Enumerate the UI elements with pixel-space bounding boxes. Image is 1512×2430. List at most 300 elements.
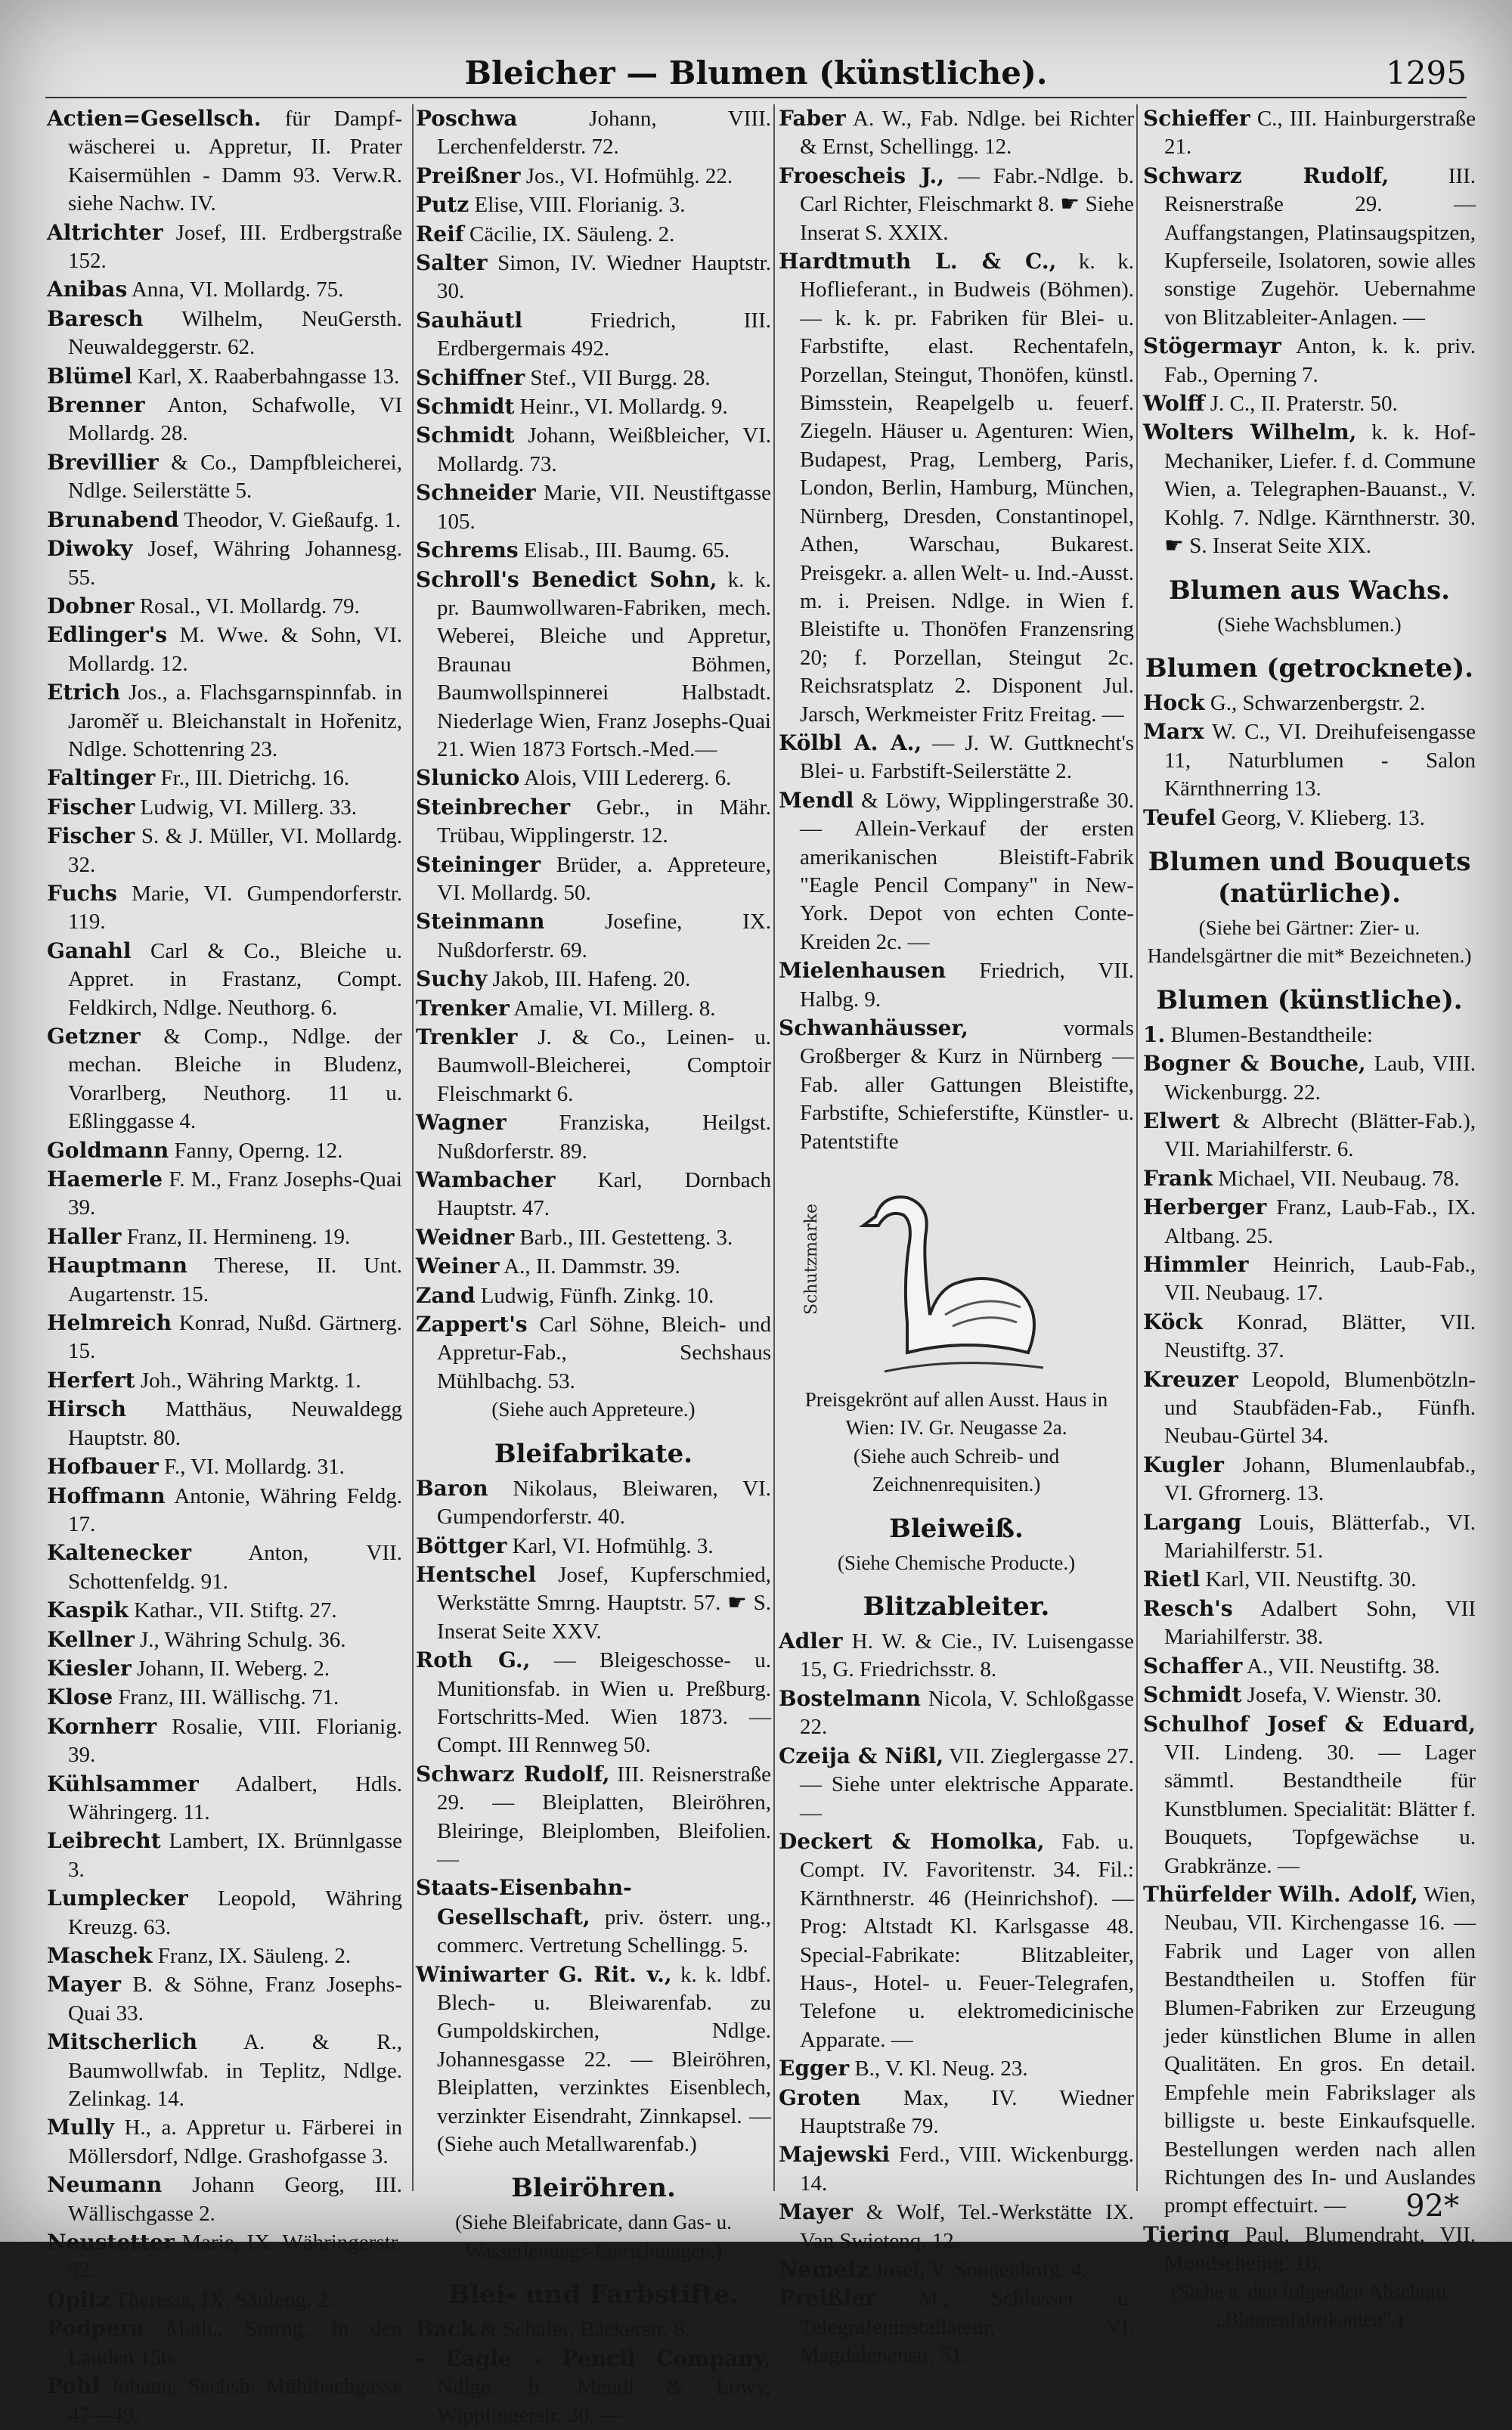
entry-details: vormals Großberger & Kurz in Nürnberg — Fab. aller Gattungen Bleistifte, Farbstifte, Schieferstifte, Künstler- u. Patentstifte: [800, 1016, 1134, 1154]
entry-name: Baresch: [47, 305, 144, 331]
directory-entry: [416, 1252, 771, 1281]
entry-details: C., III. Hainburgerstraße 21.: [1164, 107, 1476, 160]
directory-entry: [1143, 689, 1476, 718]
directory-entry: [779, 1014, 1134, 1156]
entry-name: Rietl: [1143, 1567, 1201, 1592]
entry-details: Johann, VIII. Lerchenfelderstr. 72.: [437, 107, 771, 160]
directory-entry: [416, 306, 771, 364]
entry-name: Himmler: [1143, 1252, 1249, 1277]
column-divider: [1136, 104, 1138, 2191]
trademark-illustration: [779, 1164, 1134, 1383]
entry-details: Johann, Weißbleicher, VI. Mollardg. 73.: [437, 423, 771, 476]
entry-details: Jakob, III. Hafeng. 20.: [487, 967, 691, 992]
entry-details: F. M., Franz Josephs-Quai 39.: [68, 1167, 402, 1220]
entry-details: — Fabr.-Ndlge. b. Carl Richter, Fleischmarkt 8. ☛ Siehe Inserat S. XXIX.: [800, 163, 1134, 245]
entry-details: Johann Georg, III. Wällischgasse 2.: [68, 2173, 402, 2226]
entry-name: Preißler: [779, 2286, 876, 2311]
directory-entry: [416, 104, 771, 162]
entry-details: Konrad, Nußd. Gärtnerg. 15.: [68, 1311, 402, 1364]
directory-entry: [47, 2028, 402, 2113]
entry-name: Kühlsammer: [47, 1771, 199, 1796]
entry-details: F., VI. Mollardg. 31.: [158, 1455, 345, 1480]
page-title: Bleicher — Blumen (künstliche).: [464, 54, 1048, 91]
entry-name: Marx: [1143, 719, 1204, 745]
entry-name: Edlinger's: [47, 622, 168, 648]
directory-entry: [47, 1251, 402, 1309]
entry-details: Anton, Schafwolle, VI Mollardg. 28.: [68, 393, 402, 446]
entry-details: Josef, III. Erdbergstraße 152.: [68, 220, 402, 274]
entry-details: Johann, Blumenlaubfab., VI. Gfrornerg. 13.: [1164, 1452, 1476, 1506]
entry-name: Pohl: [47, 2373, 100, 2399]
directory-entry: [47, 1539, 402, 1596]
directory-entry: [416, 2315, 771, 2344]
entry-details: J., Währing Schulg. 36.: [134, 1627, 346, 1652]
directory-entry: [47, 937, 402, 1022]
directory-entry: [416, 566, 771, 764]
entry-name: Egger: [779, 2056, 850, 2081]
entry-name: Kornherr: [47, 1713, 157, 1739]
column-divider: [773, 104, 775, 2191]
entry-details: Georg, V. Klieberg. 13.: [1216, 805, 1425, 830]
entry-details: k. k. Hoflieferant., in Budweis (Böhmen). — k. k. pr. Fabriken für Blei- u. Farbstifte, elast. Rechentafeln, Porzellan, Steingut, Thonöfen, künstl. Bimsstein, Reapelgelb u. feuerf. Ziegeln. Häuser u. Agenturen: Wien, Budapest, Prag, Lemberg, Paris, London, Berlin, Hamburg, München, Nürnberg, Dresden, Constantinopel, Athen, Warschau, Bukarest. Preisgekr. a. allen Welt- u. Ind.-Ausst. m. i. Preisen. Ndlge. in Wien f. Bleistifte u. Thonöfen Franzensring 20; f. Porzellan, Steingut 2c. Reichsratsplatz 2. Disponent Jul. Jarsch, Werkmeister Fritz Freitag. —: [800, 250, 1135, 727]
entry-name: Hock: [1143, 690, 1205, 715]
directory-entry: [416, 1166, 771, 1223]
directory-entry: [47, 678, 402, 764]
entry-details: G., Schwarzenbergstr. 2.: [1204, 690, 1426, 715]
entry-details: III. Reisnerstraße 29. — Auffangstangen, Platinsaugspitzen, Kupferseile, Isolatoren, sowie alles sonstige Zugehör. Uebernahme von Blitzableiter-Anlagen. —: [1164, 163, 1476, 330]
entry-details: Gebr., in Mähr. Trübau, Wipplingerstr. 12.: [437, 795, 771, 848]
entry-details: VII. Zieglergasse 27. — Siehe unter elektrische Apparate. —: [800, 1743, 1134, 1825]
entry-details: A., VII. Neustiftg. 38.: [1242, 1654, 1440, 1678]
directory-entry: [47, 1596, 402, 1625]
entry-name: Fischer: [47, 823, 135, 849]
entry-name: Preißner: [416, 163, 521, 188]
entry-details: Antonie, Währing Feldg. 17.: [68, 1483, 402, 1536]
directory-entry: [779, 2255, 1134, 2284]
directory-entry: [416, 1646, 771, 1760]
directory-entry: [416, 907, 771, 965]
directory-entry: [416, 1474, 771, 1532]
directory-entry: [779, 104, 1134, 162]
entry-details: für Dampf-wäscherei u. Appretur, II. Prater Kaisermühlen - Damm 93. Verw.R. siehe Nachw. IV.: [68, 107, 402, 216]
entry-details: Franz, III. Wällischg. 71.: [113, 1685, 339, 1710]
entry-name: Trenkler: [416, 1024, 518, 1049]
directory-entry: [1143, 389, 1476, 418]
directory-entry: [47, 535, 402, 592]
directory-entry: [1143, 332, 1476, 389]
directory-entry: [416, 392, 771, 421]
entry-name: Bostelmann: [779, 1685, 921, 1711]
entry-name: Mayer: [47, 1972, 121, 1998]
section-heading: Bleiröhren.: [511, 2173, 676, 2204]
entry-name: Hoffmann: [47, 1483, 166, 1508]
entry-name: Köck: [1143, 1309, 1203, 1334]
directory-entry: [416, 220, 771, 249]
entry-details: Friedrich, VII. Halbg. 9.: [800, 959, 1134, 1012]
entry-details: A., II. Dammstr. 39.: [499, 1254, 680, 1279]
entry-name: Herfert: [47, 1367, 135, 1393]
page-number: 1295: [1386, 54, 1467, 91]
entry-name: Winiwarter G. Rit. v.,: [416, 1961, 672, 1987]
entry-name: Schmidt: [416, 394, 515, 420]
entry-name: Zand: [416, 1282, 476, 1308]
entry-details: Karl, VI. Hofmühlg. 3.: [507, 1533, 714, 1558]
entry-details: Anna, VI. Mollardg. 75.: [127, 277, 344, 302]
entry-name: Faltinger: [47, 765, 156, 791]
entry-details: & Co., Dampfbleicherei, Ndlge. Seilerstätte 5.: [68, 450, 402, 504]
entry-name: Elwert: [1143, 1108, 1220, 1133]
directory-entry: [416, 2345, 771, 2430]
entry-name: Sauhäutl: [416, 307, 523, 333]
directory-entry: [47, 448, 402, 506]
entry-name: Wagner: [416, 1110, 507, 1136]
entry-name: Thürfelder Wilh. Adolf,: [1143, 1881, 1418, 1907]
entry-name: Kiesler: [47, 1655, 132, 1681]
entry-details: Theodor, V. Gießaufg. 1.: [178, 507, 401, 532]
entry-name: Suchy: [416, 966, 488, 992]
entry-details: A. & R., Baumwollwfab. in Teplitz, Ndlge. Zelinkag. 14.: [68, 2030, 402, 2112]
directory-entry: [779, 2054, 1134, 2083]
entry-name: Deckert & Homolka,: [779, 1828, 1045, 1854]
directory-entry: [1143, 718, 1476, 803]
entry-name: Böttger: [416, 1533, 507, 1558]
entry-name: Kugler: [1143, 1452, 1224, 1477]
directory-entry: [1143, 1710, 1476, 1880]
entry-details: k. k. Hof-Mechaniker, Liefer. f. d. Commune Wien, a. Telegraphen-Bauanst., V. Kohlg. 7. Ndlge. Kärnthnerstr. 30. ☛ S. Inserat Seite XIX.: [1164, 420, 1476, 559]
directory-entry: [47, 1712, 402, 1770]
entry-name: Mully: [47, 2115, 114, 2140]
entry-name: Staats-Eisenbahn-Gesellschaft,: [416, 1875, 632, 1929]
entry-name: Diwoky: [47, 536, 133, 562]
directory-entry: [47, 305, 402, 362]
entry-details: H. W. & Cie., IV. Luisengasse 15, G. Friedrichsstr. 8.: [800, 1629, 1134, 1682]
directory-entry: [416, 162, 771, 191]
directory-entry: [1143, 1193, 1476, 1251]
entry-details: Amalie, VI. Millerg. 8.: [509, 996, 716, 1021]
entry-details: Elise, VIII. Florianig. 3.: [469, 193, 686, 218]
entry-details: Therese, II. Unt. Augartenstr. 15.: [68, 1254, 402, 1306]
directory-entry: [47, 1970, 402, 2028]
directory-entry: [416, 1874, 771, 1960]
entry-name: Schrems: [416, 538, 519, 563]
directory-entry: [1143, 1565, 1476, 1594]
entry-details: Barb., III. Gestetteng. 3.: [514, 1225, 733, 1250]
entry-name: Slunicko: [416, 765, 520, 791]
directory-entry: [416, 249, 771, 306]
directory-entry: [779, 786, 1134, 956]
entry-name: Fuchs: [47, 880, 117, 906]
entry-name: Zappert's: [416, 1312, 528, 1337]
entry-name: Podpera: [47, 2316, 144, 2342]
entry-details: Johann, II. Weberg. 2.: [131, 1656, 330, 1681]
entry-name: Schaffer: [1143, 1653, 1243, 1678]
entry-details: Fr., III. Dietrichg. 16.: [155, 766, 350, 791]
entry-details: Elisab., III. Baumg. 65.: [518, 538, 730, 563]
directory-entry: [47, 1482, 402, 1539]
entry-details: Ferd., VIII. Wickenburgg. 14.: [800, 2143, 1134, 2196]
section-heading: Blumen (getrocknete).: [1145, 652, 1474, 683]
entry-details: Franz, Laub-Fab., IX. Altbang. 25.: [1164, 1195, 1476, 1248]
entry-name: Kaltenecker: [47, 1540, 192, 1566]
directory-entry: [47, 764, 402, 792]
directory-entry: [779, 2284, 1134, 2370]
entry-name: Herberger: [1143, 1195, 1267, 1220]
entry-details: Brüder, a. Appreteure, VI. Mollardg. 50.: [437, 852, 771, 905]
entry-details: M. Wwe. & Sohn, VI. Mollardg. 12.: [68, 623, 402, 676]
entry-details: III. Reisnerstraße 29. — Bleiplatten, Bleiröhren, Bleiringe, Bleiplomben, Bleifolien. —: [437, 1762, 771, 1871]
directory-entry: [416, 421, 771, 479]
header-rule: [45, 97, 1467, 98]
section-heading: Blitzableiter.: [863, 1592, 1050, 1623]
entry-details: Jos., a. Flachsgarnspinnfab. in Jaroměř u. Bleichanstalt in Hořenitz, Ndlge. Schottenring 23.: [68, 680, 402, 761]
entry-details: Josef, Währing Johannesg. 55.: [68, 537, 402, 590]
entry-name: Tiering: [1143, 2221, 1230, 2247]
entry-name: Haemerle: [47, 1167, 163, 1192]
entry-name: Helmreich: [47, 1310, 172, 1336]
entry-name: Bogner & Bouche,: [1143, 1051, 1366, 1077]
entry-details: Marie, VII. Neustiftgasse 105.: [437, 481, 771, 534]
directory-entry: [1143, 1880, 1476, 2221]
entry-details: Rosalie, VIII. Florianig. 39.: [68, 1714, 402, 1768]
entry-details: Adalbert, Hdls. Währingerg. 11.: [68, 1771, 402, 1824]
directory-entry: [416, 479, 771, 536]
entry-details: Josefine, IX. Nußdorferstr. 69.: [437, 910, 771, 962]
entry-name: Schwarz Rudolf,: [416, 1761, 610, 1787]
directory-entry: [47, 2372, 402, 2429]
directory-entry: [416, 1960, 771, 2159]
directory-entry: [416, 965, 771, 993]
entry-name: Maschek: [47, 1943, 153, 1968]
entry-details: & Albrecht (Blätter-Fab.), VII. Mariahilferstr. 6.: [1164, 1108, 1476, 1162]
directory-entry: [1143, 1251, 1476, 1308]
entry-details: Lambert, IX. Brünnlgasse 3.: [68, 1829, 402, 1882]
entry-details: J. C., II. Praterstr. 50.: [1204, 392, 1398, 417]
directory-entry: [779, 1742, 1134, 1827]
entry-details: Stef., VII Burgg. 28.: [525, 365, 711, 390]
entry-details: Karl, Dornbach Hauptstr. 47.: [437, 1168, 771, 1221]
directory-entry: [47, 1683, 402, 1712]
entry-details: Laub, VIII. Wickenburgg. 22.: [1164, 1052, 1476, 1105]
directory-entry: [416, 364, 771, 392]
entry-name: Leibrecht: [47, 1828, 161, 1854]
directory-entry: [47, 1626, 402, 1654]
entry-details: Heinrich, Laub-Fab., VII. Neubaug. 17.: [1164, 1253, 1476, 1306]
directory-entry: [416, 1023, 771, 1108]
section-heading: Blei- und Farbstifte.: [448, 2280, 739, 2311]
entry-details: Josef, V. Sonnenhofg. 4.: [869, 2258, 1088, 2282]
directory-entry: [1143, 1021, 1476, 1049]
cross-reference-note: (Siehe bei Gärtner: Zier- u. Handelsgärtner die mit* Bezeichneten.): [1147, 916, 1472, 968]
entry-details: Math., Smrng. In den Lauden 156.: [68, 2317, 402, 2370]
entry-name: Back: [416, 2317, 476, 2342]
directory-entry: [47, 879, 402, 937]
directory-entry: [47, 506, 402, 535]
entry-name: Dobner: [47, 593, 135, 618]
section-heading: Blumen aus Wachs.: [1169, 575, 1450, 606]
entry-name: Schmidt: [1143, 1682, 1242, 1708]
entry-name: Schieffer: [1143, 106, 1250, 131]
entry-name: Brevillier: [47, 449, 159, 475]
entry-details: J. & Co., Leinen- u. Baumwoll-Bleicherei, Comptoir Fleischmarkt 6.: [437, 1025, 771, 1106]
entry-details: — Bleigeschosse- u. Munitionsfab. in Wien u. Preßburg. Fortschritts-Med. Wien 1873. — Compt. III Rennweg 50.: [437, 1648, 771, 1758]
entry-name: Ganahl: [47, 938, 132, 963]
directory-entry: [416, 1532, 771, 1561]
directory-entry: [1143, 1308, 1476, 1365]
entry-name: Steinmann: [416, 909, 545, 934]
entry-details: Wien, Neubau, VII. Kirchengasse 16. — Fabrik und Lager von allen Bestandtheilen u. Stoffen für Blumen-Fabriken zur Erzeugung jeder künstlichen Blume in allen Qualitäten. En gros. En detail. Empfehle mein Fabrikslager als billigste u. beste Einkaufsquelle. Bestellungen werden nach allen Richtungen des In- und Auslandes prompt effectuirt. —: [1164, 1882, 1476, 2218]
entry-name: Kölbl A. A.,: [779, 730, 922, 755]
entry-name: Schwanhäusser,: [779, 1015, 968, 1040]
entry-name: Hentschel: [416, 1561, 537, 1587]
entry-details: Konrad, Blätter, VII. Neustiftg. 37.: [1164, 1310, 1476, 1363]
entry-name: Goldmann: [47, 1137, 169, 1163]
entry-name: Kaspik: [47, 1598, 129, 1623]
directory-entry: [47, 1136, 402, 1165]
directory-entry: [416, 994, 771, 1023]
entry-name: Neustetter: [47, 2230, 175, 2255]
entry-name: Frank: [1143, 1165, 1213, 1191]
entry-details: Leopold, Blumenbötzln- und Staubfäden-Fab., Fünfh. Neubau-Gürtel 34.: [1164, 1367, 1476, 1449]
entry-details: Carl Söhne, Bleich- und Appretur-Fab., Sechshaus Mühlbachg. 53.: [437, 1313, 771, 1393]
directory-entry: [779, 2198, 1134, 2255]
directory-entry: [47, 1309, 402, 1366]
entry-name: Poschwa: [416, 106, 518, 131]
entry-name: Roth G.,: [416, 1647, 531, 1673]
entry-name: Teufel: [1143, 804, 1216, 830]
entry-name: Schneider: [416, 480, 536, 506]
column-1: [47, 104, 402, 2427]
entry-name: Steinbrecher: [416, 794, 571, 820]
directory-entry: [779, 2140, 1134, 2198]
entry-details: Johann, Sechsh. Mühlbachgasse 47—49.: [68, 2374, 402, 2427]
entry-name: Anibas: [47, 277, 128, 302]
directory-entry: [47, 1366, 402, 1395]
entry-name: Wolff: [1143, 391, 1205, 417]
entry-details: Ludwig, VI. Millerg. 33.: [135, 795, 358, 820]
entry-details: Max, IV. Wiedner Hauptstraße 79.: [800, 2085, 1134, 2138]
swan-trademark-icon: [794, 1164, 1119, 1383]
directory-entry: [47, 362, 402, 391]
entry-name: Largang: [1143, 1509, 1242, 1535]
entry-name: Schroll's Benedict Sohn,: [416, 566, 717, 592]
directory-entry: [416, 1760, 771, 1874]
entry-name: Schiffner: [416, 364, 525, 390]
entry-details: S. & J. Müller, VI. Mollardg. 32.: [68, 824, 402, 877]
section-heading: Bleiweiß.: [889, 1513, 1024, 1544]
directory-entry: [1143, 1508, 1476, 1566]
directory-entry: [47, 104, 402, 219]
entry-details: Simon, IV. Wiedner Hauptstr. 30.: [437, 251, 771, 304]
directory-entry: [1143, 162, 1476, 332]
cross-reference-note: Preisgekrönt auf allen Ausst. Haus in Wien: IV. Gr. Neugasse 2a.: [804, 1388, 1108, 1440]
entry-name: Groten: [779, 2084, 861, 2110]
entry-name: Putz: [416, 192, 469, 218]
entry-name: Hauptmann: [47, 1253, 187, 1279]
cross-reference-note: (Siehe Chemische Producte.): [837, 1551, 1076, 1574]
entry-details: Josefa, V. Wienstr. 30.: [1241, 1683, 1442, 1708]
entry-name: Steininger: [416, 851, 541, 877]
directory-entry: [47, 1165, 402, 1223]
swan-caption: Schutzmarke: [802, 1204, 821, 1316]
directory-entry: [47, 1770, 402, 1827]
entry-details: B., V. Kl. Neug. 23.: [849, 2057, 1028, 2081]
column-3: [779, 104, 1135, 2368]
cross-reference-note: (Siehe auch Appreteure.): [491, 1398, 696, 1421]
directory-entry: [1143, 104, 1476, 162]
section-heading: Blumen (künstliche).: [1156, 984, 1463, 1015]
entry-name: Wambacher: [416, 1167, 556, 1193]
entry-name: Weiner: [416, 1254, 500, 1279]
directory-entry: [47, 1942, 402, 1970]
directory-entry: [779, 1627, 1134, 1685]
entry-details: Franz, IX. Säuleng. 2.: [152, 1944, 352, 1968]
entry-details: A. W., Fab. Ndlge. bei Richter & Ernst, Schellingg. 12.: [800, 107, 1134, 160]
entry-name: Actien=Gesellsch.: [47, 106, 262, 131]
entry-name: Wolters Wilhelm,: [1143, 420, 1357, 445]
entry-name: Trenker: [416, 995, 510, 1021]
directory-entry: [47, 1827, 402, 1884]
entry-name: Nemetz: [779, 2257, 869, 2282]
entry-details: Ndlge. b. Mendl & Löwy, Wipplingerstr. 30. —: [437, 2375, 771, 2428]
entry-name: Haller: [47, 1223, 122, 1249]
section-heading: Bleifabrikate.: [494, 1438, 693, 1469]
entry-details: Nikolaus, Bleiwaren, VI. Gumpendorferstr. 40.: [437, 1476, 771, 1530]
entry-details: Leopold, Währing Kreuzg. 63.: [68, 1886, 402, 1939]
directory-entry: [779, 247, 1134, 729]
entry-name: Weidner: [416, 1224, 515, 1250]
entry-name: Schmidt: [416, 423, 515, 448]
entry-name: Kreuzer: [1143, 1366, 1238, 1392]
entry-name: Majewski: [779, 2142, 890, 2168]
directory-entry: [47, 793, 402, 822]
directory-entry: [1143, 804, 1476, 832]
entry-details: Matthäus, Neuwaldegg Hauptstr. 80.: [68, 1397, 402, 1450]
entry-details: M., Schlosser u. Telegrafeninstallateur, VI. Magdalenenstr. 51.: [800, 2286, 1134, 2368]
entry-details: H., a. Appretur u. Färberei in Möllersdorf, Ndlge. Grashofgasse 3.: [68, 2115, 402, 2168]
directory-entry: [1143, 1595, 1476, 1652]
entry-details: k. k. pr. Baumwollwaren-Fabriken, mech. Weberei, Bleiche und Appretur, Braunau Böhmen, Baumwollspinnerei Halbstadt. Niederlage Wien, Franz Josephs-Quai 21. Wien 1873 Fortsch.-Med.—: [437, 567, 771, 761]
entry-name: Altrichter: [47, 219, 163, 245]
directory-entry: [1143, 1049, 1476, 1107]
entry-details: Joh., Währing Marktg. 1.: [135, 1368, 361, 1393]
entry-name: Schulhof Josef & Eduard,: [1143, 1711, 1476, 1737]
column-2: [416, 104, 771, 2428]
entry-name: Opitz: [47, 2286, 110, 2312]
entry-name: Kellner: [47, 1626, 135, 1652]
directory-entry: [47, 1452, 402, 1481]
cross-reference-note: (Siehe Wachsblumen.): [1217, 612, 1402, 636]
directory-entry: [47, 1223, 402, 1251]
directory-entry: [47, 592, 402, 621]
entry-name: Blümel: [47, 363, 132, 389]
cross-reference-note: (Siehe a. den folgenden Abschnitt „Blumenfabrikanten".): [1171, 2280, 1448, 2332]
directory-entry: [47, 1884, 402, 1942]
entry-name: Brunabend: [47, 507, 179, 532]
directory-entry: [47, 2286, 402, 2314]
entry-details: Marie, IX. Währingerstr. 52.: [68, 2230, 402, 2283]
directory-entry: [1143, 1107, 1476, 1164]
entry-details: Paul, Blumendraht, VII. Mondscheing. 16.: [1164, 2222, 1476, 2276]
entry-name: Mitscherlich: [47, 2029, 197, 2055]
directory-entry: [779, 2084, 1134, 2141]
directory-entry: [1143, 1681, 1476, 1709]
column-divider: [412, 104, 414, 2191]
directory-entry: [416, 1310, 771, 1396]
directory-entry: [779, 1827, 1134, 2054]
entry-details: Anton, VII. Schottenfeldg. 91.: [68, 1541, 402, 1594]
entry-name: Mayer: [779, 2199, 853, 2225]
directory-entry: [779, 1685, 1134, 1742]
